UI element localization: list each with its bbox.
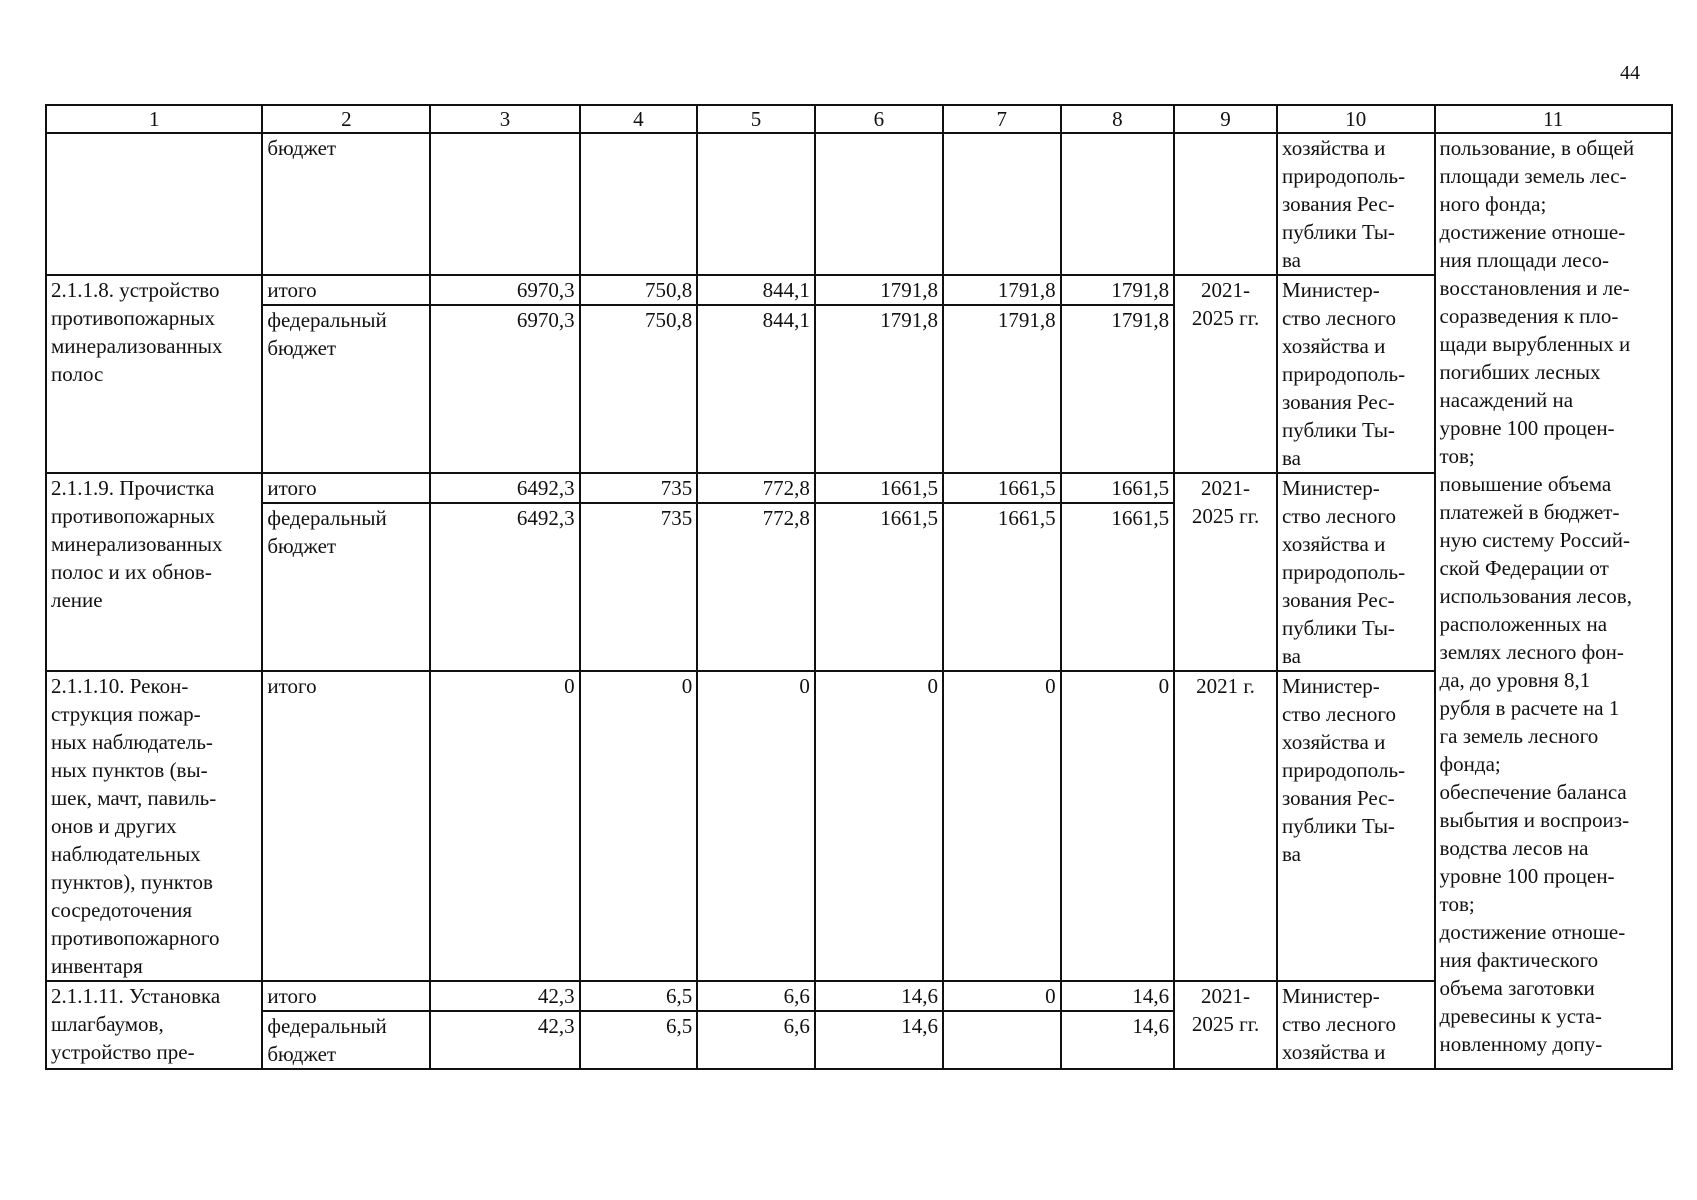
- measure-name-cell: [46, 981, 262, 1069]
- cell-text: онов и других: [51, 814, 177, 838]
- header-cell: 10: [1277, 105, 1435, 133]
- cell-text: 2021 г.: [1196, 674, 1255, 698]
- period-cell: [1174, 275, 1277, 473]
- table-cell: [580, 133, 698, 275]
- cell-text: противопожарных: [51, 504, 216, 528]
- cell-text: пунктов), пунктов: [51, 870, 213, 894]
- source-cell: итого: [262, 275, 430, 305]
- cell-text: ва: [1282, 446, 1301, 470]
- amount-cell: 1661,5: [1061, 503, 1174, 671]
- cell-text: 2.1.1.8. устройство: [51, 278, 220, 302]
- cell-text: площади земель лес-: [1439, 164, 1627, 188]
- table-cell: [1061, 701, 1174, 981]
- amount-cell: 0: [943, 671, 1061, 701]
- cell-text: водства лесов на: [1439, 836, 1589, 860]
- amount-cell: 14,6: [1061, 981, 1174, 1011]
- cell-text: минерализованных: [51, 334, 223, 358]
- cell-text: публики Ты-: [1282, 418, 1395, 442]
- amount-cell: 772,8: [697, 473, 815, 503]
- cell-text: ную систему Россий-: [1439, 528, 1630, 552]
- cell-text: насаждений на: [1439, 388, 1574, 412]
- cell-text: шек, мачт, павиль-: [51, 786, 217, 810]
- cell-text: наблюдательных: [51, 842, 201, 866]
- header-cell: 5: [697, 105, 815, 133]
- cell-text: ва: [1282, 248, 1301, 272]
- header-cell: 1: [46, 105, 262, 133]
- amount-cell: 0: [815, 671, 943, 701]
- cell-text: бюджет: [267, 1042, 337, 1066]
- cell-text: 2025 гг.: [1191, 306, 1260, 330]
- table-cell: [943, 701, 1061, 981]
- cell-text: ных пунктов (вы-: [51, 758, 208, 782]
- cell-text: 2.1.1.9. Прочистка: [51, 476, 215, 500]
- cell-text: расположенных на: [1439, 612, 1608, 636]
- cell-text: 2025 гг.: [1191, 1012, 1260, 1036]
- table-cell: [815, 133, 943, 275]
- cell-text: федеральный: [267, 308, 387, 332]
- amount-cell: 772,8: [697, 503, 815, 671]
- amount-cell: 14,6: [1061, 1011, 1174, 1069]
- source-cell: итого: [262, 671, 430, 701]
- cell-text: 2.1.1.11. Установка: [51, 984, 221, 1008]
- cell-text: зования Рес-: [1282, 390, 1395, 414]
- header-cell: 9: [1174, 105, 1277, 133]
- cell-text: хозяйства и: [1282, 136, 1386, 160]
- measure-name-cell: [46, 275, 262, 473]
- cell-text: выбытия и воспроиз-: [1439, 808, 1630, 832]
- cell-text: использования лесов,: [1439, 584, 1632, 608]
- amount-cell: 6492,3: [430, 503, 579, 671]
- cell-text: щади вырубленных и: [1439, 332, 1631, 356]
- cell-text: устройство пре-: [51, 1040, 195, 1064]
- cell-text: ской Федерации от: [1439, 556, 1609, 580]
- cell-text: ство лесного: [1282, 1012, 1396, 1036]
- amount-cell: 1661,5: [1061, 473, 1174, 503]
- executor-cell: [1277, 671, 1435, 981]
- amount-cell: 1661,5: [815, 503, 943, 671]
- cell-text: погибших лесных: [1439, 360, 1601, 384]
- cell-text: бюджет: [267, 336, 337, 360]
- cell-text: новленному допу-: [1439, 1032, 1603, 1056]
- amount-cell: 6,5: [580, 1011, 698, 1069]
- table-cell: [1174, 133, 1277, 275]
- table-cell: [1061, 133, 1174, 275]
- cell-text: публики Ты-: [1282, 616, 1395, 640]
- cell-text: ва: [1282, 842, 1301, 866]
- amount-cell: 750,8: [580, 305, 698, 473]
- table-cell: [943, 133, 1061, 275]
- cell-text: 2021-: [1201, 984, 1251, 1008]
- cell-text: полос и их обнов-: [51, 560, 212, 584]
- table-cell: [262, 133, 430, 275]
- cell-text: 2.1.1.10. Рекон-: [51, 674, 189, 698]
- cell-text: ных наблюдатель-: [51, 730, 213, 754]
- cell-text: Министер-: [1282, 476, 1380, 500]
- cell-text: ния площади лесо-: [1439, 248, 1609, 272]
- program-table: [45, 104, 1673, 1070]
- cell-text: бюджет: [267, 136, 337, 160]
- amount-cell: 6,5: [580, 981, 698, 1011]
- period-cell: [1174, 671, 1277, 981]
- cell-text: ство лесного: [1282, 504, 1396, 528]
- cell-text: 2025 гг.: [1191, 504, 1260, 528]
- amount-cell: 1661,5: [815, 473, 943, 503]
- cell-text: природополь-: [1282, 758, 1406, 782]
- cell-text: инвентаря: [51, 954, 143, 978]
- cell-text: достижение отноше-: [1439, 220, 1626, 244]
- results-cell: [1435, 133, 1672, 1069]
- table-cell: [815, 701, 943, 981]
- measure-name-cell: [46, 473, 262, 671]
- cell-text: рубля в расчете на 1: [1439, 696, 1620, 720]
- header-cell: 3: [430, 105, 579, 133]
- amount-cell: 6970,3: [430, 275, 579, 305]
- executor-cell: [1277, 133, 1435, 275]
- cell-text: хозяйства и: [1282, 730, 1386, 754]
- cell-text: хозяйства и: [1282, 532, 1386, 556]
- cell-text: да, до уровня 8,1: [1439, 668, 1591, 692]
- cell-text: хозяйства и: [1282, 1040, 1386, 1064]
- cell-text: противопожарных: [51, 306, 216, 330]
- cell-text: уровне 100 процен-: [1439, 416, 1615, 440]
- cell-text: 2021-: [1201, 278, 1251, 302]
- cell-text: ного фонда;: [1439, 192, 1547, 216]
- amount-cell: 1661,5: [943, 473, 1061, 503]
- cell-text: землях лесного фон-: [1439, 640, 1624, 664]
- source-cell: [262, 305, 430, 473]
- cell-text: повышение объема: [1439, 472, 1612, 496]
- executor-cell: [1277, 981, 1435, 1069]
- amount-cell: 6,6: [697, 981, 815, 1011]
- header-cell: 6: [815, 105, 943, 133]
- cell-text: природополь-: [1282, 362, 1406, 386]
- amount-cell: 6492,3: [430, 473, 579, 503]
- source-cell: итого: [262, 981, 430, 1011]
- cell-text: зования Рес-: [1282, 192, 1395, 216]
- amount-cell: 42,3: [430, 1011, 579, 1069]
- header-cell: 4: [580, 105, 698, 133]
- cell-text: противопожарного: [51, 926, 220, 950]
- cell-text: Министер-: [1282, 984, 1380, 1008]
- amount-cell: 6,6: [697, 1011, 815, 1069]
- table-row: [46, 671, 1672, 701]
- amount-cell: 0: [430, 671, 579, 701]
- header-cell: 11: [1435, 105, 1672, 133]
- table-cell: [430, 133, 579, 275]
- amount-cell: 1791,8: [1061, 275, 1174, 305]
- amount-cell: 0: [580, 671, 698, 701]
- source-cell: [262, 1011, 430, 1069]
- amount-cell: 14,6: [815, 1011, 943, 1069]
- cell-text: публики Ты-: [1282, 814, 1395, 838]
- amount-cell: 42,3: [430, 981, 579, 1011]
- cell-text: пользование, в общей: [1439, 136, 1635, 160]
- header-cell: 2: [262, 105, 430, 133]
- header-cell: 8: [1061, 105, 1174, 133]
- cell-text: га земель лесного: [1439, 724, 1599, 748]
- period-cell: [1174, 473, 1277, 671]
- source-cell: [262, 503, 430, 671]
- amount-cell: 6970,3: [430, 305, 579, 473]
- executor-cell: [1277, 473, 1435, 671]
- table-cell: [580, 701, 698, 981]
- header-cell: 7: [943, 105, 1061, 133]
- amount-cell: 1791,8: [943, 305, 1061, 473]
- amount-cell: 1791,8: [815, 305, 943, 473]
- table-cell: [697, 133, 815, 275]
- cell-text: уровне 100 процен-: [1439, 864, 1615, 888]
- cell-text: древесины к уста-: [1439, 1004, 1602, 1028]
- cell-text: сосредоточения: [51, 898, 192, 922]
- table-row: [46, 275, 1672, 305]
- table-row: [46, 133, 1672, 275]
- cell-text: полос: [51, 362, 104, 386]
- amount-cell: 844,1: [697, 275, 815, 305]
- table-header-row: [46, 105, 1672, 133]
- cell-text: зования Рес-: [1282, 786, 1395, 810]
- cell-text: тов;: [1439, 892, 1475, 916]
- amount-cell: 1791,8: [943, 275, 1061, 305]
- cell-text: ление: [51, 588, 103, 612]
- period-cell: [1174, 981, 1277, 1069]
- amount-cell: [943, 1011, 1061, 1069]
- executor-cell: [1277, 275, 1435, 473]
- cell-text: платежей в бюджет-: [1439, 500, 1620, 524]
- table-row: [46, 473, 1672, 503]
- cell-text: минерализованных: [51, 532, 223, 556]
- cell-text: струкция пожар-: [51, 702, 201, 726]
- cell-text: федеральный: [267, 506, 387, 530]
- cell-text: шлагбаумов,: [51, 1012, 164, 1036]
- source-cell: итого: [262, 473, 430, 503]
- page-number: 44: [1620, 62, 1640, 84]
- amount-cell: 844,1: [697, 305, 815, 473]
- cell-text: публики Ты-: [1282, 220, 1395, 244]
- cell-text: ство лесного: [1282, 306, 1396, 330]
- cell-text: природополь-: [1282, 560, 1406, 584]
- cell-text: тов;: [1439, 444, 1475, 468]
- amount-cell: 14,6: [815, 981, 943, 1011]
- cell-text: Министер-: [1282, 674, 1380, 698]
- amount-cell: 750,8: [580, 275, 698, 305]
- cell-text: объема заготовки: [1439, 976, 1595, 1000]
- amount-cell: 0: [943, 981, 1061, 1011]
- cell-text: ва: [1282, 644, 1301, 668]
- cell-text: обеспечение баланса: [1439, 780, 1627, 804]
- table-cell: [430, 701, 579, 981]
- cell-text: федеральный: [267, 1014, 387, 1038]
- cell-text: фонда;: [1439, 752, 1501, 776]
- table-cell: [697, 701, 815, 981]
- amount-cell: 1791,8: [815, 275, 943, 305]
- cell-text: 2021-: [1201, 476, 1251, 500]
- cell-text: Министер-: [1282, 278, 1380, 302]
- cell-text: зования Рес-: [1282, 588, 1395, 612]
- cell-text: бюджет: [267, 534, 337, 558]
- table-cell: [262, 701, 430, 981]
- cell-text: хозяйства и: [1282, 334, 1386, 358]
- amount-cell: 1661,5: [943, 503, 1061, 671]
- amount-cell: 735: [580, 503, 698, 671]
- cell-text: восстановления и ле-: [1439, 276, 1630, 300]
- table-cell: [46, 133, 262, 275]
- cell-text: природополь-: [1282, 164, 1406, 188]
- table-row: [46, 981, 1672, 1011]
- cell-text: соразведения к пло-: [1439, 304, 1619, 328]
- amount-cell: 0: [697, 671, 815, 701]
- amount-cell: 0: [1061, 671, 1174, 701]
- amount-cell: 1791,8: [1061, 305, 1174, 473]
- cell-text: ния фактического: [1439, 948, 1599, 972]
- cell-text: достижение отноше-: [1439, 920, 1626, 944]
- measure-name-cell: [46, 671, 262, 981]
- cell-text: ство лесного: [1282, 702, 1396, 726]
- amount-cell: 735: [580, 473, 698, 503]
